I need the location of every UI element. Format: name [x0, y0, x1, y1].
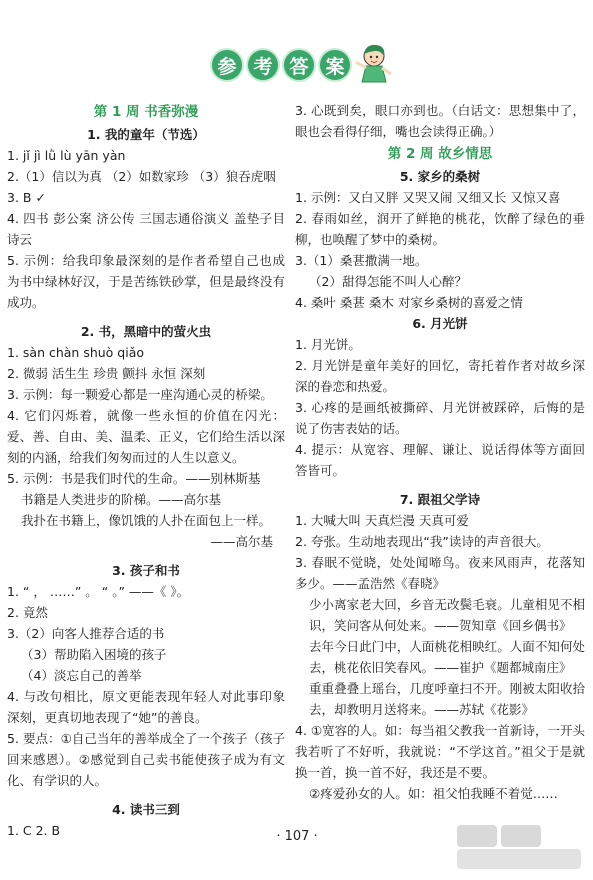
answer-line: （3）帮助陷入困境的孩子	[21, 647, 167, 662]
answer-line: 1. sàn chàn shuò qiǎo	[7, 345, 145, 360]
answer-line: 3. 春眠不觉晓，处处闻啼鸟。夜来风雨声，花落知多少。——孟浩然《春晓》	[295, 555, 585, 591]
title-char: 答	[284, 50, 314, 80]
answer-line: 2. 竟然	[7, 605, 48, 620]
lesson-title: 3. 孩子和书	[112, 563, 180, 578]
page-number: · 107 ·	[276, 829, 318, 844]
answer-line: 4. 提示：从宽容、理解、谦让、说话得体等方面回答皆可。	[295, 442, 585, 478]
answer-line: 3.（2）向客人推荐合适的书	[7, 626, 165, 641]
week-heading: 第 1 周 书香弥漫	[93, 104, 199, 120]
answer-key-title	[212, 50, 350, 80]
answer-line: 1. 月光饼。	[295, 337, 361, 352]
answer-line: 4. 它们闪烁着，就像一些永恒的价值在闪光：爱、善、自由、美、温柔、正义，它们给生活以深刻的内涵，给我们匆匆而过的人生以意义。	[7, 408, 285, 465]
left-column	[7, 100, 285, 841]
answer-line: 4. 四书 彭公案 济公传 三国志通俗演义 盖垫子目 诗云	[7, 211, 285, 247]
lesson-title: 7. 跟祖父学诗	[399, 492, 481, 507]
spacer	[295, 481, 585, 489]
right-column	[295, 100, 585, 804]
page-header	[0, 0, 593, 100]
answer-line: 3. B ✓	[7, 190, 46, 205]
answer-line: 5. 要点：①自己当年的善举成全了一个孩子（孩子回来感恩）。②感觉到自己卖书能使孩子成为有文化、有学识的人。	[7, 731, 285, 788]
title-char: 案	[320, 50, 350, 80]
answer-line: 4. 与改句相比，原文更能表现年轻人对此事印象深刻，更真切地表现了“她”的善良。	[7, 689, 285, 725]
answer-line: 我扑在书籍上，像饥饿的人扑在面包上一样。	[21, 513, 272, 528]
answer-line: 2. 夸张。生动地表现出“我”读诗的声音很大。	[295, 534, 549, 549]
lesson-title: 4. 读书三到	[112, 802, 180, 817]
answer-line: 3.（1）桑葚撒满一地。	[295, 253, 428, 268]
title-char: 参	[212, 50, 242, 80]
answer-line: 重重叠叠上瑶台，几度呼童扫不开。刚被太阳收拾去，却教明月送将来。——苏轼《花影》	[309, 681, 585, 717]
week-heading: 第 2 周 故乡情思	[387, 146, 493, 162]
answer-line: 4. ①宽容的人。如：每当祖父教我一首新诗，一开头我若听了不好听，我就说：“不学这首。”祖父于是就换一首，换一首不好，我还是不要。	[295, 723, 585, 780]
lesson-title: 2. 书，黑暗中的萤火虫	[80, 324, 212, 339]
lesson-title: 5. 家乡的桑树	[399, 169, 481, 184]
cartoon-girl-icon	[352, 42, 394, 86]
answer-line: 2. 月光饼是童年美好的回忆，寄托着作者对故乡深深的眷恋和热爱。	[295, 358, 585, 394]
answer-line: 2.（1）信以为真 （2）如数家珍 （3）狼吞虎咽	[7, 169, 276, 184]
answer-line: 去年今日此门中，人面桃花相映红。人面不知何处去，桃花依旧笑春风。——崔护《题都城南庄》	[309, 639, 585, 675]
answer-line: 5. 示例：给我印象最深刻的是作者希望自己也成为书中绿林好汉，于是苦练铁砂掌，但是最终没有成功。	[7, 253, 285, 310]
spacer	[7, 313, 285, 321]
lesson-title: 6. 月光饼	[412, 316, 468, 331]
answer-line: 2. 春雨如丝，润开了鲜艳的桃花，饮醉了绿色的垂柳，也唤醒了梦中的桑树。	[295, 211, 585, 247]
answer-line: 3. 心既到矣，眼口亦到也。（白话文：思想集中了，眼也会看得仔细，嘴也会读得正确。）	[295, 103, 585, 139]
answer-line: 1. 示例：又白又胖 又哭又闹 又细又长 又惊又喜	[295, 190, 561, 205]
title-char: 考	[248, 50, 278, 80]
answer-line: 3. 示例：每一颗爱心都是一座沟通心灵的桥梁。	[7, 387, 273, 402]
answer-line: 1. 大喊大叫 天真烂漫 天真可爱	[295, 513, 469, 528]
answer-line: （4）淡忘自己的善举	[21, 668, 142, 683]
answer-line: 1. jǐ jì lǜ lù yān yàn	[7, 148, 126, 163]
answer-line: （2）甜得怎能不叫人心醉？	[309, 274, 467, 289]
answer-line: 3. 心疼的是画纸被撕碎、月光饼被踩碎，后悔的是说了伤害表姑的话。	[295, 400, 585, 436]
spacer	[7, 791, 285, 799]
lesson-title: 1. 我的童年（节选）	[87, 127, 205, 142]
answer-line: ②疼爱孙女的人。如：祖父怕我睡不着觉……	[309, 786, 558, 801]
answer-line: 2. 微弱 活生生 珍贵 颤抖 永恒 深刻	[7, 366, 206, 381]
faint-background-text	[455, 14, 575, 28]
answer-line: 4. 桑叶 桑葚 桑木 对家乡桑树的喜爱之情	[295, 295, 523, 310]
answer-line: 少小离家老大回，乡音无改鬓毛衰。儿童相见不相识，笑问客从何处来。——贺知章《回乡偶书》	[309, 597, 585, 633]
answer-line: 5. 示例：书是我们时代的生命。——别林斯基	[7, 471, 261, 486]
spacer	[7, 552, 285, 560]
answer-line: 1. C 2. B	[7, 823, 61, 838]
answer-line: 书籍是人类进步的阶梯。——高尔基	[21, 492, 222, 507]
watermark-logo	[455, 823, 585, 871]
answer-line: 1. “ ， ……” 。 “ 。” ——《 》。	[7, 584, 190, 599]
answer-line: ——高尔基	[210, 534, 273, 549]
